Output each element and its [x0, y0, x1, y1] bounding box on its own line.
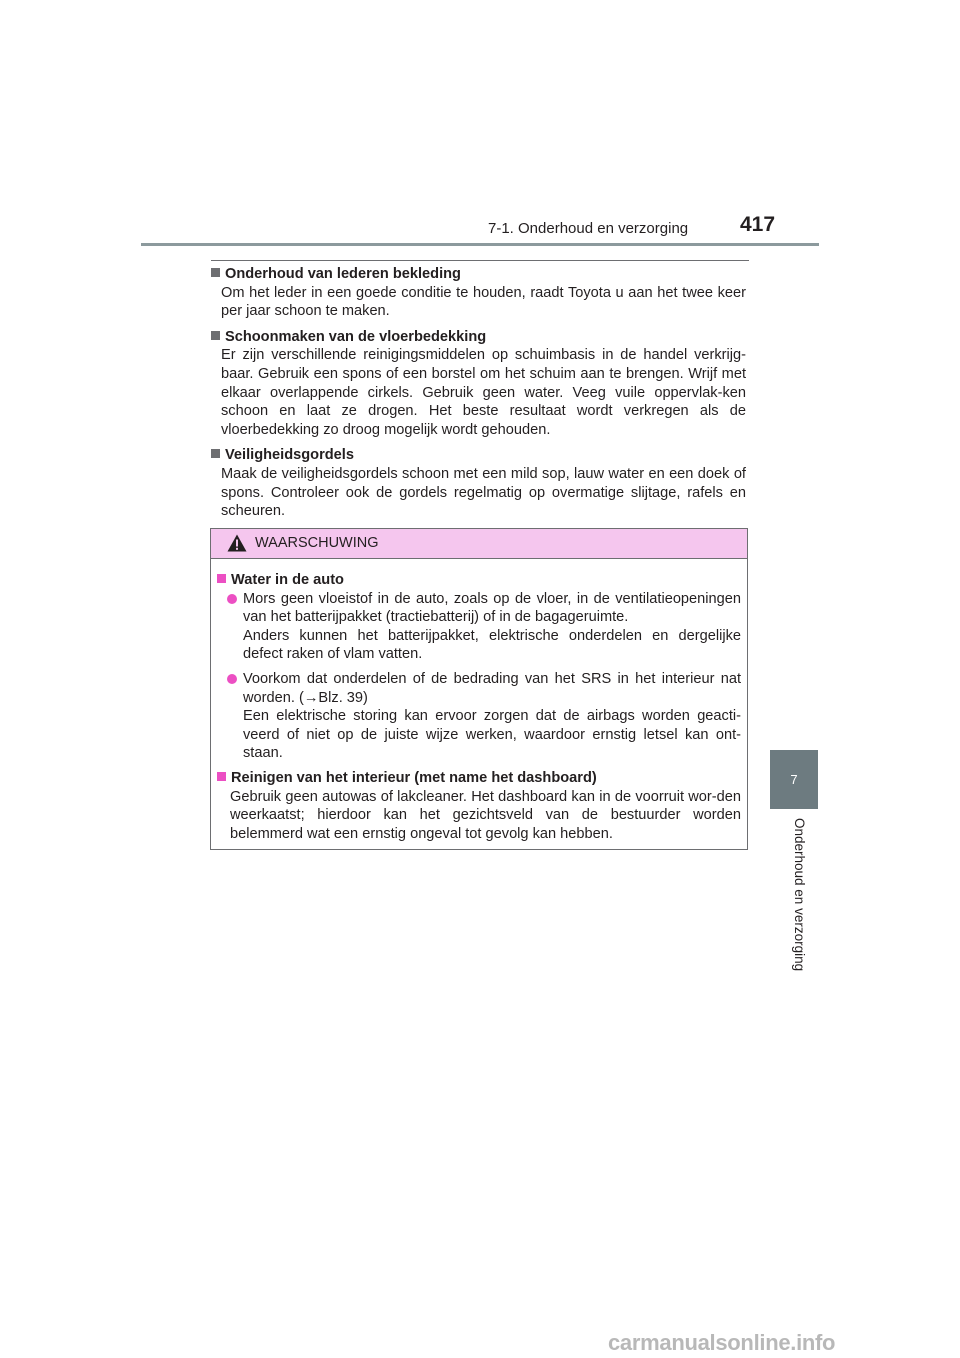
section-title: Schoonmaken van de vloerbedekking	[225, 328, 487, 345]
square-bullet-icon	[211, 268, 220, 277]
warning-section-water	[217, 571, 741, 763]
watermark: carmanualsonline.info	[608, 1330, 836, 1355]
bullet-line: Voorkom dat onderdelen of de bedrading van het SRS in het interieur nat worden. (→Blz. 39)	[243, 670, 741, 706]
warning-header	[211, 529, 747, 559]
warning-section-title: Reinigen van het interieur (met name het dashboard)	[231, 769, 597, 786]
chapter-tab: 7	[770, 750, 818, 809]
warning-label: WAARSCHUWING	[255, 535, 379, 551]
warning-section-body: Gebruik geen autowas of lakcleaner. Het dashboard kan in de voorruit wor-den weerkaatst; hierdoor kan het gezichtsveld van de bestuurder worden belemmerd wat een ernstig ongeval tot gevolg kan hebben.	[230, 788, 741, 842]
bullet-line: Een elektrische storing kan ervoor zorgen dat de airbags worden geacti-veerd of niet op de juiste wijze werken, waardoor ernstig letsel kan ont-staan.	[243, 708, 741, 762]
chapter-label: Onderhoud en verzorging	[792, 818, 807, 972]
section-carpet	[211, 328, 746, 440]
warning-body	[211, 559, 747, 843]
bullet-line: Mors geen vloeistof in de auto, zoals op de vloer, in de ventilatieopeningen van het batterijpakket (tractiebatterij) of in de bagageruimte.	[243, 590, 741, 626]
warning-section-title: Water in de auto	[231, 572, 344, 588]
section-title: Onderhoud van lederen bekleding	[225, 266, 461, 282]
page-number: 417	[740, 213, 776, 236]
square-bullet-icon	[211, 331, 220, 340]
section-leather	[211, 265, 746, 321]
bullet-line: Anders kunnen het batterijpakket, elektrische onderdelen en dergelijke defect raken of vlam vatten.	[243, 627, 741, 663]
section-body: Om het leder in een goede conditie te houden, raadt Toyota u aan het twee keer per jaar schoon te maken.	[221, 284, 746, 320]
content-top-rule	[211, 260, 749, 261]
list-item	[227, 590, 741, 664]
square-bullet-icon	[217, 574, 226, 583]
main-content	[211, 265, 746, 528]
square-bullet-icon	[217, 772, 226, 781]
section-body: Maak de veiligheidsgordels schoon met een mild sop, lauw water en een doek of spons. Controleer ook de gordels regelmatig op overmatige slijtage, rafels en scheuren.	[221, 465, 746, 520]
circle-bullet-icon	[227, 674, 237, 684]
warning-section-interior	[217, 769, 741, 843]
section-seatbelts	[211, 446, 746, 520]
warning-box	[210, 528, 748, 850]
square-bullet-icon	[211, 449, 220, 458]
section-title: Veiligheidsgordels	[225, 447, 354, 464]
list-item	[227, 670, 741, 763]
circle-bullet-icon	[227, 594, 237, 604]
header-rule	[141, 243, 819, 246]
warning-triangle-icon	[227, 534, 247, 552]
section-body: Er zijn verschillende reinigingsmiddelen op schuimbasis in de handel verkrijg-baar. Gebruik een spons of een borstel om het schuim aan te brengen. Wrijf met elkaar overlappende cirkels. Gebruik geen water. Veeg vuile oppervlak-ken schoon en laat ze drogen. Het beste resultaat wordt verkregen als de vloerbedekking zo droog mogelijk wordt gehouden.	[221, 347, 746, 438]
header-section-title: 7-1. Onderhoud en verzorging	[488, 220, 689, 237]
